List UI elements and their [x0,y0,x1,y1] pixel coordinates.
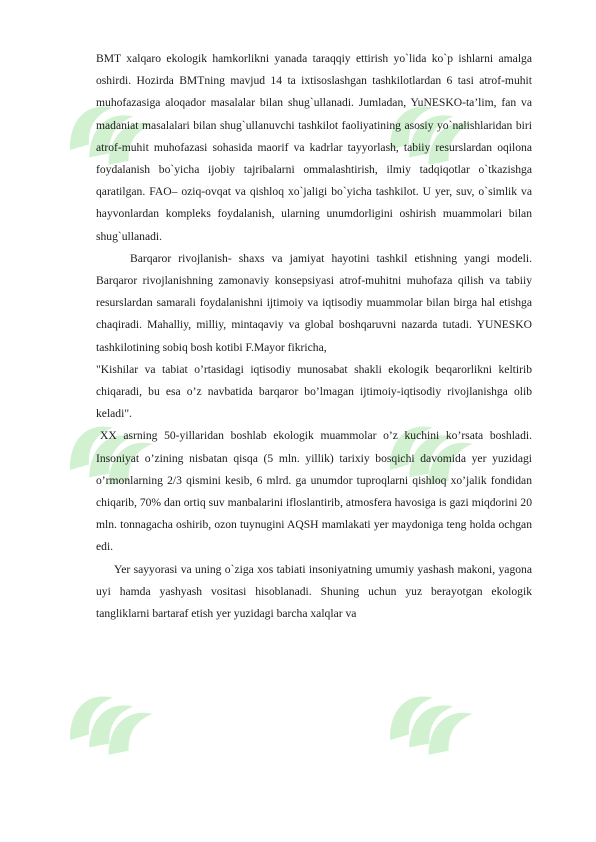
document-body [96,48,532,625]
paragraph-3-quote: "Kishilar va tabiat o’rtasidagi iqtisodiy munosabat shakli ekologik beqarorlikni keltirib chiqaradi, bu esa o’z navbatida barqaror bo’lmagan ijtimoiy-iqtisodiy rivojlanishga olib keladi". [96,362,532,421]
paragraph-4: XX asrning 50-yillaridan boshlab ekologik muammolar o’z kuchini ko’rsata boshladi. Insoniyat o’zining nisbatan qisqa (5 mln. yillik) tarixiy bosqichi davomida yer yuzidagi o’rmonlarning 2/3 qismini kesib, 6 mlrd. ga unumdor tuproqlarni qishloq xo’jalik fondidan chiqarib, 70% dan ortiq suv manbalarini ifloslantirib, atmosfera havosiga is gazi miqdorini 20 mln. tonnagacha oshirib, ozon tuynugini AQSH mamlakati yer maydoniga teng holda ochgan edi. [96,429,532,554]
paragraph-2: Barqaror rivojlanish- shaxs va jamiyat hayotini tashkil etishning yangi modeli. Barqaror rivojlanishning zamonaviy konsepsiyasi atrof-muhitni muhofaza qilish va tabiiy resurslardan samarali foydalanishni ijtimoiy va iqtisodiy muammolar bilan birga hal etishga chaqiradi. Mahalliy, milliy, mintaqaviy va global boshqaruvni nazarda tutadi. YUNESKO tashkilotining sobiq bosh kotibi F.Mayor fikricha, [96,251,532,354]
paragraph-1: BMT xalqaro ekologik hamkorlikni yanada taraqqiy ettirish yo`lida ko`p ishlarni amalga oshirdi. Hozirda BMTning mavjud 14 ta ixtisoslashgan tashkilotlardan 6 tasi atrof-muhit muhofazasiga aloqador masalalar bilan shug`ullanadi. Jumladan, YuNESKO-ta’lim, fan va madaniat masalalari bilan shug`ullanuvchi tashkilot faoliyatining asosiy yo`nalishlaridan biri atrof-muhit muhofazasi sohasida maorif va kadrlar tayyorlash, tabiiy resurslardan oqilona foydalanish bo`yicha ijobiy tajribalarni ommalashtirish, ilmiy tadqiqotlar o`tkazishga qaratilgan. FAO– oziq-ovqat va qishloq xo`jaligi bo`yicha tashkilot. U yer, suv, o`simlik va hayvonlardan kompleks foydalanish, ularning unumdorligini oshirish muammolari bilan shug`ullanadi. [96,52,532,243]
paragraph-5: Yer sayyorasi va uning o`ziga xos tabiati insoniyatning umumiy yashash makoni, yagona uyi hamda yashyash vositasi hisoblanadi. Shuning uchun yuz berayotgan ekologik tangliklarni bartaraf etish yer yuzidagi barcha xalqlar va [96,562,532,621]
